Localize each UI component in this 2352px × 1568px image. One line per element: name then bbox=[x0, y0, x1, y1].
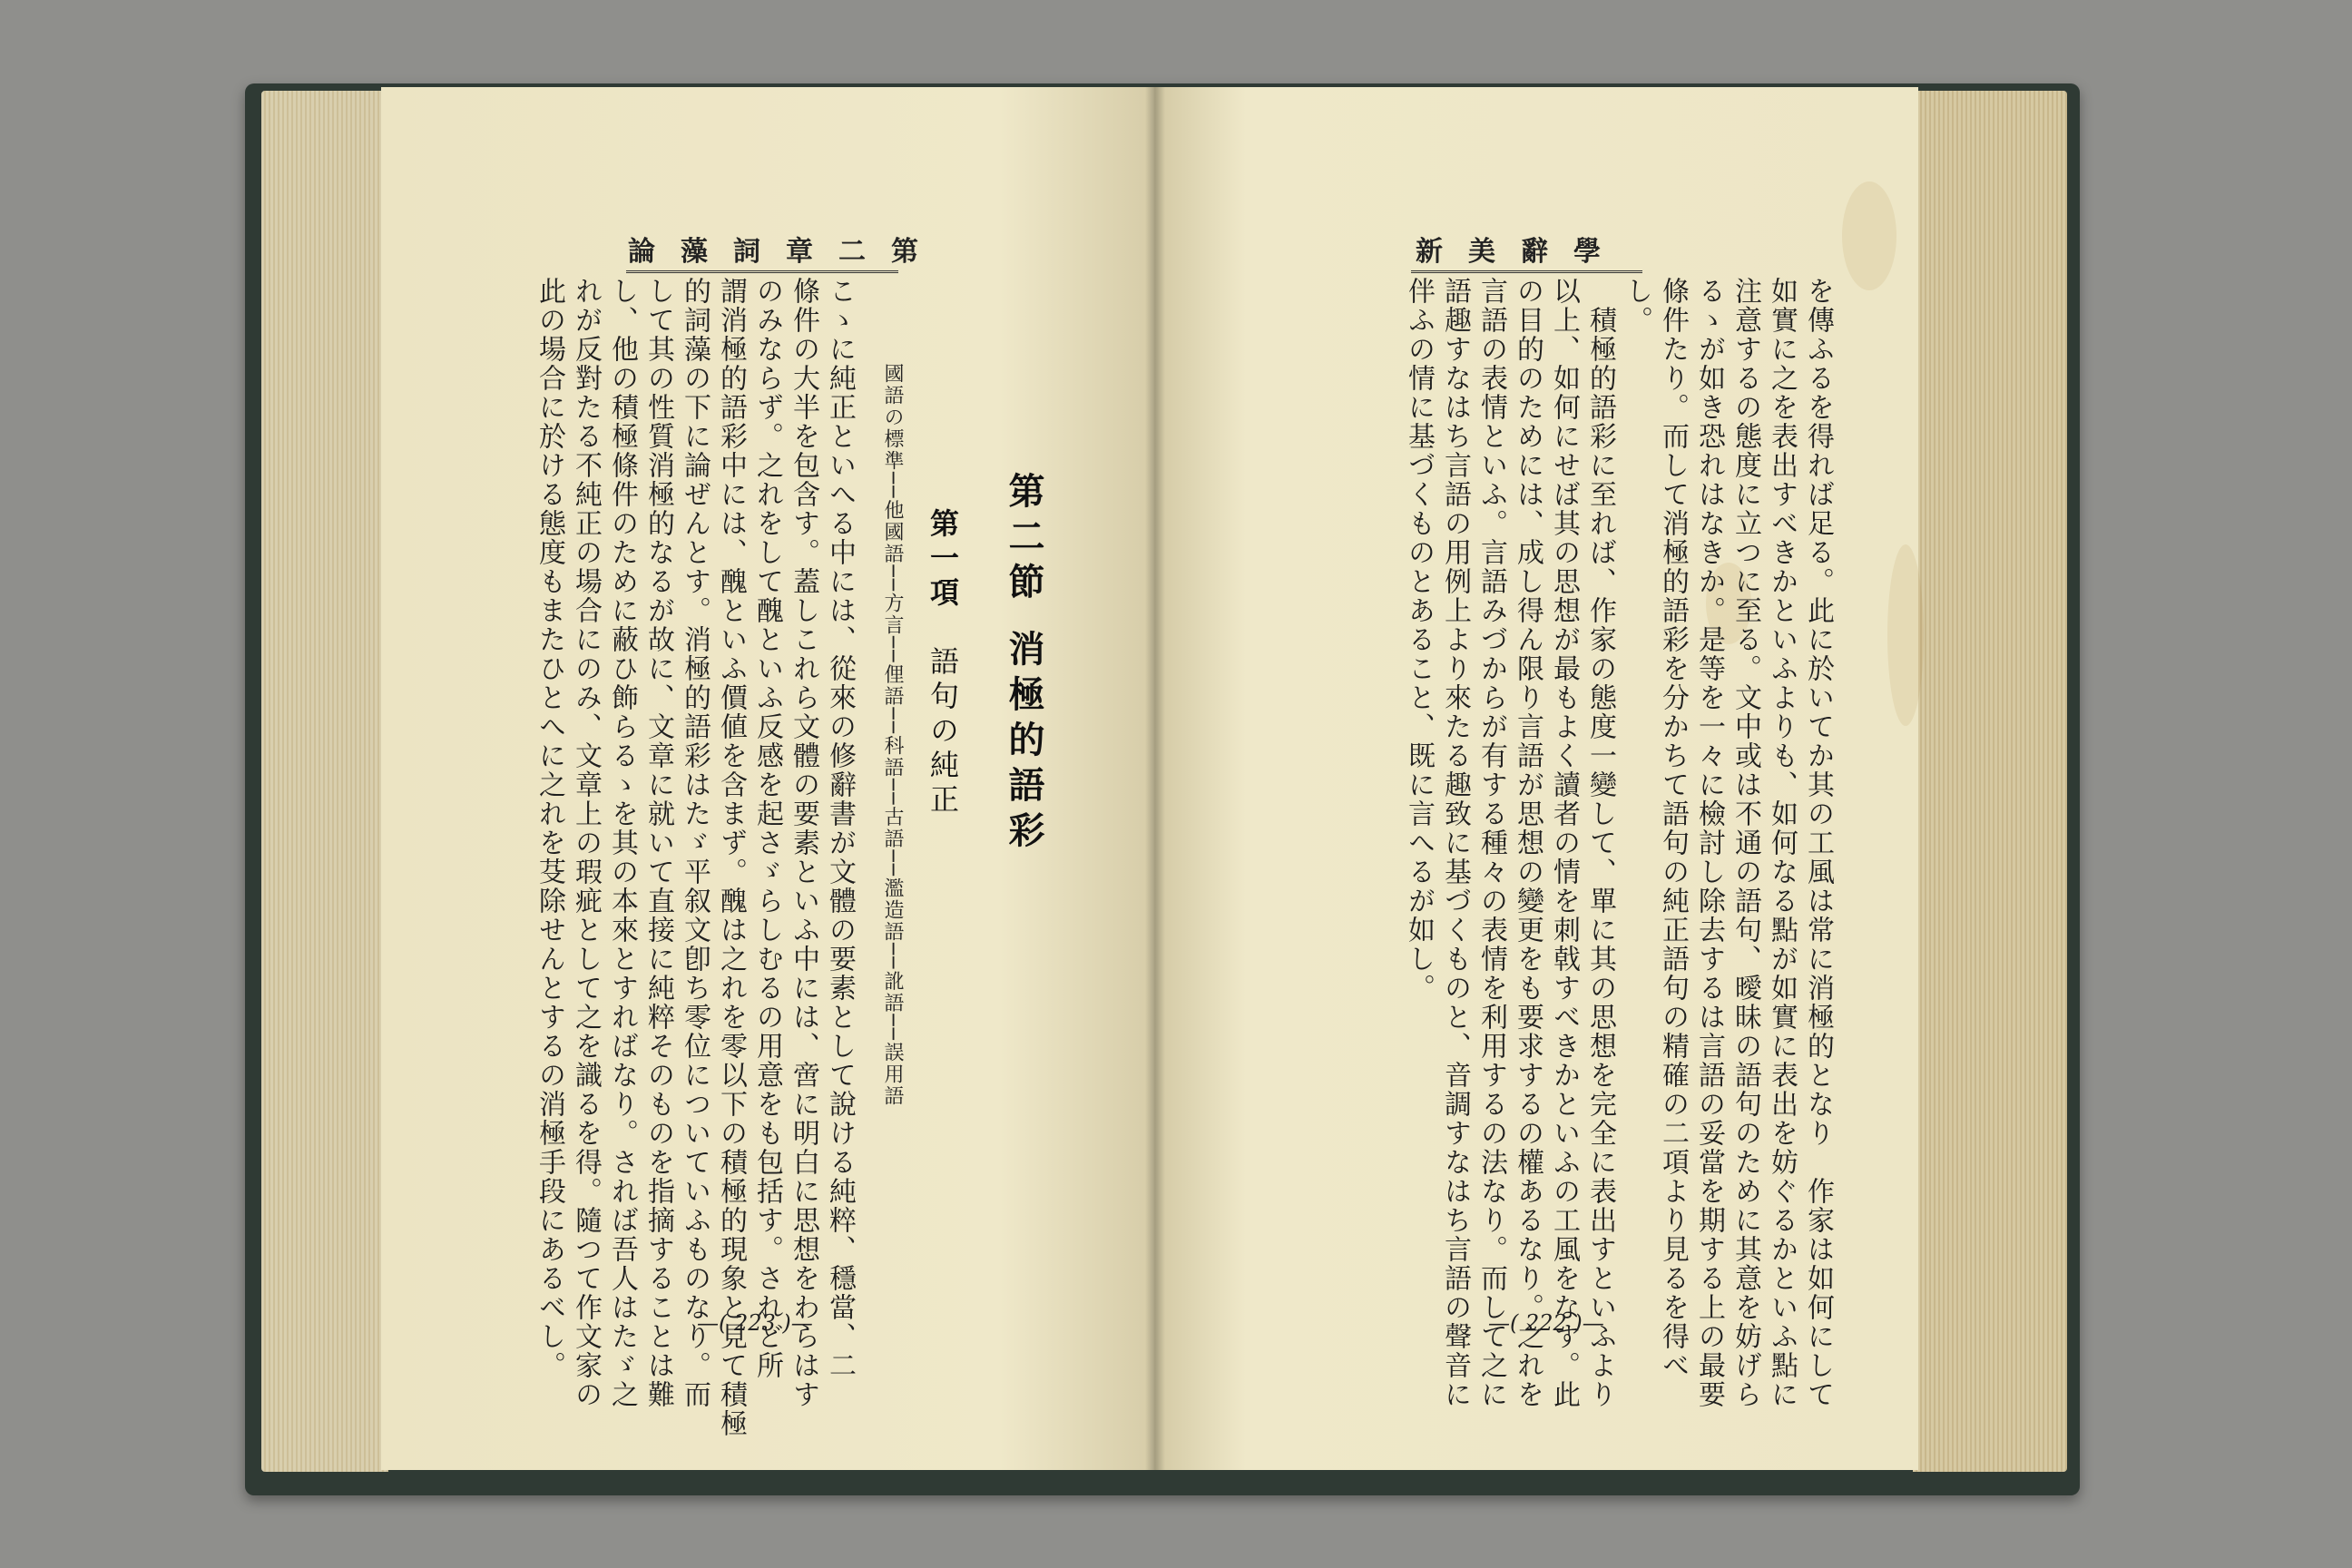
right-page-edges bbox=[1913, 91, 2067, 1472]
right-page-number: —( 222 )— bbox=[1488, 1310, 1604, 1336]
paper-stain bbox=[1887, 544, 1924, 726]
left-page-number: —( 223 )— bbox=[697, 1310, 813, 1336]
right-running-head: 新美辭學 bbox=[1416, 236, 1626, 268]
section-title: 第二節 消極的語彩 bbox=[1003, 472, 1045, 857]
right-text-column: るゝが如き恐れはなきか。是等を一々に檢討し除去するは言語の妥當を期する上の最要 bbox=[1693, 277, 1725, 1409]
left-page-edges bbox=[261, 91, 388, 1472]
right-text-column: 伴ふの情に基づくものとあること、既に言へるが如し。 bbox=[1403, 277, 1435, 1003]
item-title-text: 語句の純正 bbox=[926, 646, 960, 818]
item-title bbox=[922, 508, 964, 818]
left-text-column: し、他の積極條件のために蔽ひ飾らるゝを其の本來とすればなり。されば吾人はたゞ之 bbox=[606, 277, 638, 1409]
item-title-label: 第一項 bbox=[926, 508, 960, 612]
right-text-column: 言語の表情といふ。言語みづからが有する種々の表情を利用するの法なり。而して之に bbox=[1475, 277, 1507, 1409]
book-gutter bbox=[1145, 87, 1165, 1470]
right-text-column: を傳ふるを得れば足る。此に於いてか其の工風は常に消極的となり 作家は如何にして bbox=[1802, 277, 1834, 1409]
right-text-column: 以上、如何にせば其の思想が最もよく讀者の情を刺戟すべきかといふの工風をなす。此 bbox=[1548, 277, 1580, 1409]
left-text-column: れが反對たる不純正の場合にのみ、文章上の瑕疵として之を識るを得。隨つて作文家の bbox=[570, 277, 602, 1409]
right-text-column: 積極的語彩に至れば、作家の態度一變して、單に其の思想を完全に表出すといふより bbox=[1584, 277, 1616, 1409]
left-text-column: 此の場合に於ける態度もまたひとへに之れを芟除せんとするの消極手段にあるべし。 bbox=[534, 277, 565, 1380]
right-text-column: 條件たり。而して消極的語彩を分かちて語句の純正語句の精確の二項より見るを得べ bbox=[1657, 277, 1689, 1380]
left-text-column: 的詞藻の下に論ぜんとす。消極的語彩はたゞ平叙文卽ち零位についていふものなり。而 bbox=[679, 277, 710, 1409]
left-text-column: して其の性質消極的なるが故に、文章に就いて直接に純粹そのものを指摘することは難 bbox=[642, 277, 674, 1409]
right-text-column: 如實に之を表出すべきかといふよりも、如何なる點が如實に表出を妨ぐるかといふ點に bbox=[1766, 277, 1798, 1409]
left-text-column: こゝに純正といへる中には、從來の修辭書が文體の要素として說ける純粹、穩當、二 bbox=[824, 277, 856, 1380]
right-head-rule bbox=[1411, 265, 1642, 273]
left-head-rule bbox=[626, 265, 898, 273]
right-text-column: し。 bbox=[1621, 277, 1652, 335]
left-text-column: 謂消極的語彩中には、醜といふ價値を含まず。醜は之れを零以下の積極的現象と見て積極 bbox=[715, 277, 747, 1438]
left-text-column: 條件の大半を包含す。蓋しこれら文體の要素といふ中には、啻に明白に思想をわらはす bbox=[788, 277, 819, 1409]
right-text-column: 語趣すなはち言語の用例上より來たる趣致に基づくものと、音調すなはち言語の聲音に bbox=[1439, 277, 1471, 1409]
right-text-column: 注意するの態度に立つに至る。文中或は不通の語句、曖昧の語句のために其意を妨げら bbox=[1730, 277, 1761, 1409]
language-category-chain: 國語の標準──他國語──方言──俚語──科語──古語──濫造語──訛語──誤用語 bbox=[881, 363, 904, 1107]
left-text-column: のみならず。之れをして醜といふ反感を起さゞらしむるの用意をも包括す。されど所 bbox=[751, 277, 783, 1380]
right-text-column: の目的のためには、成し得ん限り言語が思想の變更をも要求するの權あるなり。之れを bbox=[1512, 277, 1544, 1409]
paper-stain bbox=[1842, 181, 1896, 290]
left-running-head: 論藻詞章二第 bbox=[628, 236, 944, 268]
